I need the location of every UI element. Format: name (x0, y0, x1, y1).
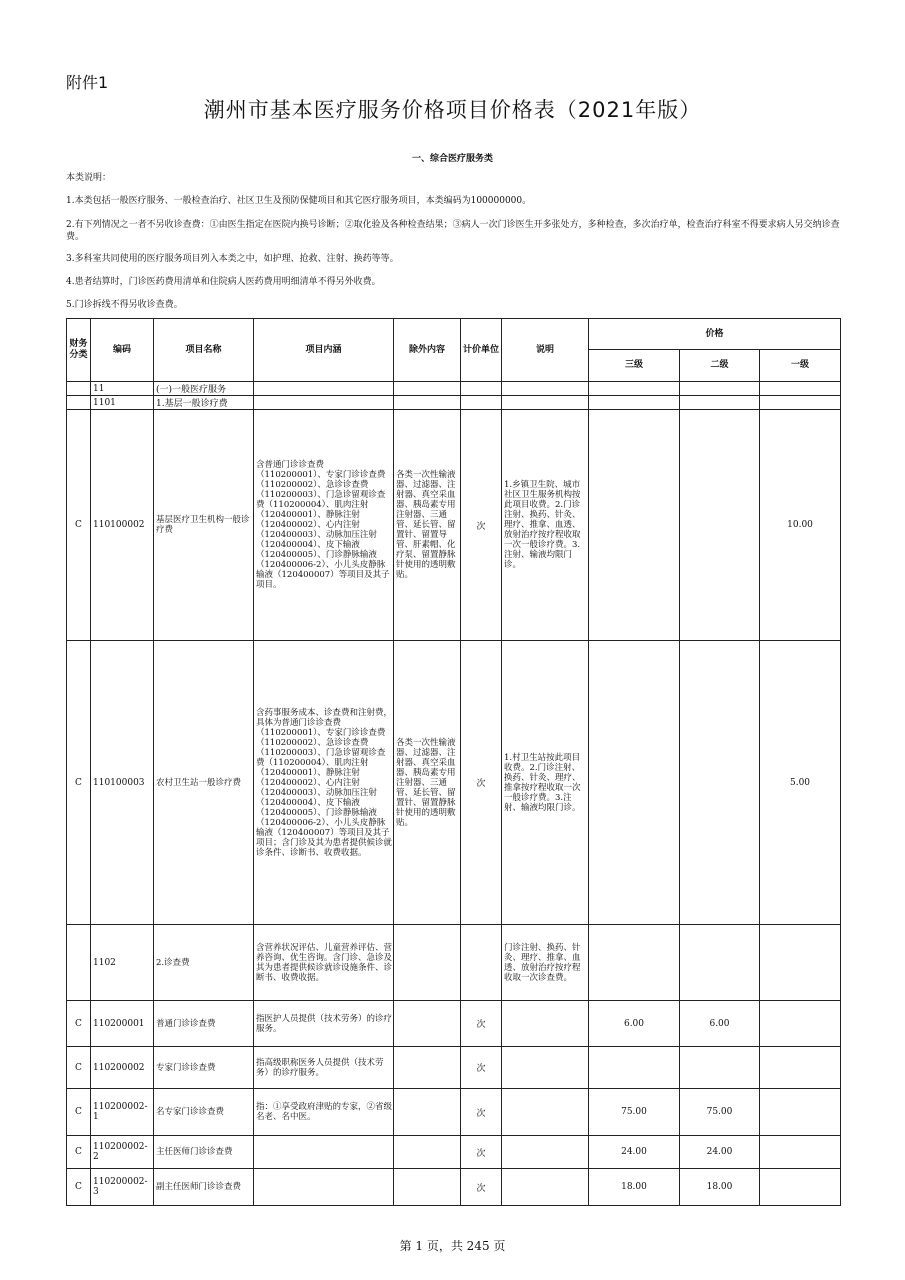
page-title: 潮州市基本医疗服务价格项目价格表（2021年版） (203, 98, 702, 122)
cell-code: 110200001 (91, 1001, 154, 1047)
cell-price-level3 (589, 1047, 680, 1089)
cell-excluded (394, 1001, 461, 1047)
price-table (66, 318, 841, 1206)
cell-excluded (394, 1047, 461, 1089)
cell-unit: 次 (461, 1169, 502, 1206)
cell-content (254, 1169, 394, 1206)
note-5: 5.门诊拆线不得另收诊查费。 (66, 300, 183, 310)
cell-content: 指医护人员提供（技术劳务）的诊疗服务。 (254, 1001, 394, 1047)
cell-price-level3: 6.00 (589, 1001, 680, 1047)
cell-excluded (394, 1089, 461, 1136)
cell-remark (502, 1089, 589, 1136)
cell-price-level2 (680, 396, 760, 410)
cell-name: 副主任医师门诊诊查费 (154, 1169, 254, 1206)
cell-code: 11 (91, 382, 154, 396)
cell-content: 指：①享受政府津贴的专家，②省级名老、名中医。 (254, 1089, 394, 1136)
header-level1: 一级 (760, 350, 841, 382)
cell-unit (461, 925, 502, 1001)
header-level3: 三级 (589, 350, 680, 382)
cell-unit: 次 (461, 1089, 502, 1136)
cell-content (254, 1136, 394, 1169)
cell-price-level3: 75.00 (589, 1089, 680, 1136)
cell-price-level1 (760, 1136, 841, 1169)
cell-excluded: 各类一次性输液器、过滤器、注射器、真空采血器、胰岛素专用注射器、三通管、延长管、留置针、留置静脉针使用的透明敷贴。 (394, 641, 461, 925)
note-3: 3.多科室共同使用的医疗服务项目列入本类之中，如护理、抢救、注射、换药等等。 (66, 254, 399, 264)
cell-price-level1: 5.00 (760, 641, 841, 925)
cell-remark (502, 1001, 589, 1047)
header-price: 价格 (589, 319, 841, 350)
table-row (67, 1136, 841, 1169)
table-row (67, 1001, 841, 1047)
cell-price-level2 (680, 641, 760, 925)
cell-price-level1 (760, 1169, 841, 1206)
cell-unit: 次 (461, 641, 502, 925)
cell-category: C (67, 1047, 91, 1089)
cell-unit: 次 (461, 1136, 502, 1169)
cell-price-level2 (680, 1047, 760, 1089)
cell-remark (502, 1136, 589, 1169)
cell-content (254, 396, 394, 410)
header-content: 项目内涵 (254, 319, 394, 382)
table-row (67, 1047, 841, 1089)
cell-excluded (394, 396, 461, 410)
cell-price-level1 (760, 925, 841, 1001)
table-row (67, 1169, 841, 1206)
cell-name: 基层医疗卫生机构一般诊疗费 (154, 410, 254, 641)
cell-price-level2: 24.00 (680, 1136, 760, 1169)
cell-code: 110100002 (91, 410, 154, 641)
cell-price-level2: 6.00 (680, 1001, 760, 1047)
cell-price-level3 (589, 382, 680, 396)
cell-name: (一)一般医疗服务 (154, 382, 254, 396)
header-level2: 二级 (680, 350, 760, 382)
note-2: 2.有下列情况之一者不另收诊查费：①由医生指定在医院内换号诊断；②取化验及各种检查结果；③病人一次门诊医生开多张处方，多种检查，多次治疗单，检查治疗科室不得要求病人另交纳诊查费。 (66, 220, 840, 242)
cell-content: 含营养状况评估、儿童营养评估、营养咨询、优生咨询。含门诊、急诊及其为患者提供候诊就诊设施条件、诊断书、收费收据。 (254, 925, 394, 1001)
cell-code: 110200002-1 (91, 1089, 154, 1136)
table-row (67, 641, 841, 925)
cell-price-level1: 10.00 (760, 410, 841, 641)
header-name: 项目名称 (154, 319, 254, 382)
attachment-label: 附件1 (66, 73, 109, 92)
cell-price-level3: 18.00 (589, 1169, 680, 1206)
header-remark: 说明 (502, 319, 589, 382)
cell-category (67, 396, 91, 410)
section-title: 一、综合医疗服务类 (411, 154, 493, 164)
cell-price-level3 (589, 396, 680, 410)
cell-price-level3: 24.00 (589, 1136, 680, 1169)
cell-category: C (67, 1001, 91, 1047)
note-intro: 本类说明： (66, 173, 112, 183)
cell-excluded (394, 1169, 461, 1206)
cell-content: 含普通门诊诊查费（110200001）、专家门诊诊查费（110200002）、急诊诊查费（110200003）、门急诊留观诊查费（110200004）、肌肉注射（120400001）、静脉注射（120400002）、心内注射（120400003）、动脉加压注射（120400004）、皮下输液（120400005）、门诊静脉输液（120400006-2）、小儿头皮静脉输液（120400007）等项目及其子项目。 (254, 410, 394, 641)
note-1: 1.本类包括一般医疗服务、一般检查治疗、社区卫生及预防保健项目和其它医疗服务项目，本类编码为100000000。 (66, 196, 532, 206)
cell-excluded (394, 1136, 461, 1169)
cell-content (254, 382, 394, 396)
page-footer: 第 1 页，共 245 页 (399, 1239, 506, 1253)
cell-code: 110200002-3 (91, 1169, 154, 1206)
cell-remark (502, 1047, 589, 1089)
cell-category: C (67, 1089, 91, 1136)
cell-content: 指高级职称医务人员提供（技术劳务）的诊疗服务。 (254, 1047, 394, 1089)
cell-category (67, 382, 91, 396)
cell-price-level2 (680, 925, 760, 1001)
cell-excluded (394, 382, 461, 396)
cell-unit (461, 382, 502, 396)
table-row (67, 396, 841, 410)
table-row (67, 382, 841, 396)
cell-unit: 次 (461, 1047, 502, 1089)
cell-code: 110200002 (91, 1047, 154, 1089)
cell-name: 名专家门诊诊查费 (154, 1089, 254, 1136)
cell-code: 1101 (91, 396, 154, 410)
cell-name: 1.基层一般诊疗费 (154, 396, 254, 410)
cell-remark: 1.村卫生站按此项目收费。2.门诊注射、换药、针灸、理疗、推拿按疗程收取一次一般诊疗费。3.注射、输液均限门诊。 (502, 641, 589, 925)
cell-price-level2 (680, 410, 760, 641)
header-unit: 计价单位 (461, 319, 502, 382)
cell-remark (502, 1169, 589, 1206)
cell-name: 农村卫生站一般诊疗费 (154, 641, 254, 925)
cell-unit (461, 396, 502, 410)
table-row (67, 410, 841, 641)
cell-name: 普通门诊诊查费 (154, 1001, 254, 1047)
header-excluded: 除外内容 (394, 319, 461, 382)
cell-unit: 次 (461, 1001, 502, 1047)
cell-code: 110100003 (91, 641, 154, 925)
cell-excluded: 各类一次性输液器、过滤器、注射器、真空采血器、胰岛素专用注射器、三通管、延长管、留置针、留置导管、肝素帽、化疗泵、留置静脉针使用的透明敷贴。 (394, 410, 461, 641)
cell-name: 主任医师门诊诊查费 (154, 1136, 254, 1169)
cell-code: 1102 (91, 925, 154, 1001)
cell-remark: 1.乡镇卫生院、城市社区卫生服务机构按此项目收费。2.门诊注射、换药、针灸、理疗、推拿、血透、放射治疗按疗程收取一次一般诊疗费。3.注射、输液均限门诊。 (502, 410, 589, 641)
cell-category: C (67, 641, 91, 925)
cell-price-level2: 75.00 (680, 1089, 760, 1136)
cell-category: C (67, 1169, 91, 1206)
note-4: 4.患者结算时，门诊医药费用清单和住院病人医药费用明细清单不得另外收费。 (66, 277, 381, 287)
cell-unit: 次 (461, 410, 502, 641)
cell-name: 专家门诊诊查费 (154, 1047, 254, 1089)
cell-price-level2 (680, 382, 760, 396)
cell-category: C (67, 410, 91, 641)
table-row (67, 925, 841, 1001)
cell-remark (502, 382, 589, 396)
cell-remark: 门诊注射、换药、针灸、理疗、推拿、血透、放射治疗按疗程收取一次诊查费。 (502, 925, 589, 1001)
cell-price-level3 (589, 410, 680, 641)
cell-excluded (394, 925, 461, 1001)
cell-price-level1 (760, 1047, 841, 1089)
cell-price-level2: 18.00 (680, 1169, 760, 1206)
cell-price-level1 (760, 396, 841, 410)
table-row (67, 1089, 841, 1136)
cell-price-level1 (760, 382, 841, 396)
cell-price-level3 (589, 925, 680, 1001)
cell-price-level1 (760, 1089, 841, 1136)
header-category: 财务分类 (67, 319, 91, 382)
cell-remark (502, 396, 589, 410)
cell-category: C (67, 1136, 91, 1169)
cell-code: 110200002-2 (91, 1136, 154, 1169)
cell-category (67, 925, 91, 1001)
header-code: 编码 (91, 319, 154, 382)
cell-price-level3 (589, 641, 680, 925)
cell-name: 2.诊查费 (154, 925, 254, 1001)
cell-price-level1 (760, 1001, 841, 1047)
cell-content: 含药事服务成本、诊查费和注射费，具体为普通门诊诊查费（110200001）、专家门诊诊查费（110200002）、急诊诊查费（110200003）、门急诊留观诊查费（110200004）、肌肉注射（120400001）、静脉注射（120400002）、心内注射（120400003）、动脉加压注射（120400004）、皮下输液（120400005）、门诊静脉输液（120400006-2）、小儿头皮静脉输液（120400007）等项目及其子项目；含门诊及其为患者提供候诊就诊条件、诊断书、收费收据。 (254, 641, 394, 925)
